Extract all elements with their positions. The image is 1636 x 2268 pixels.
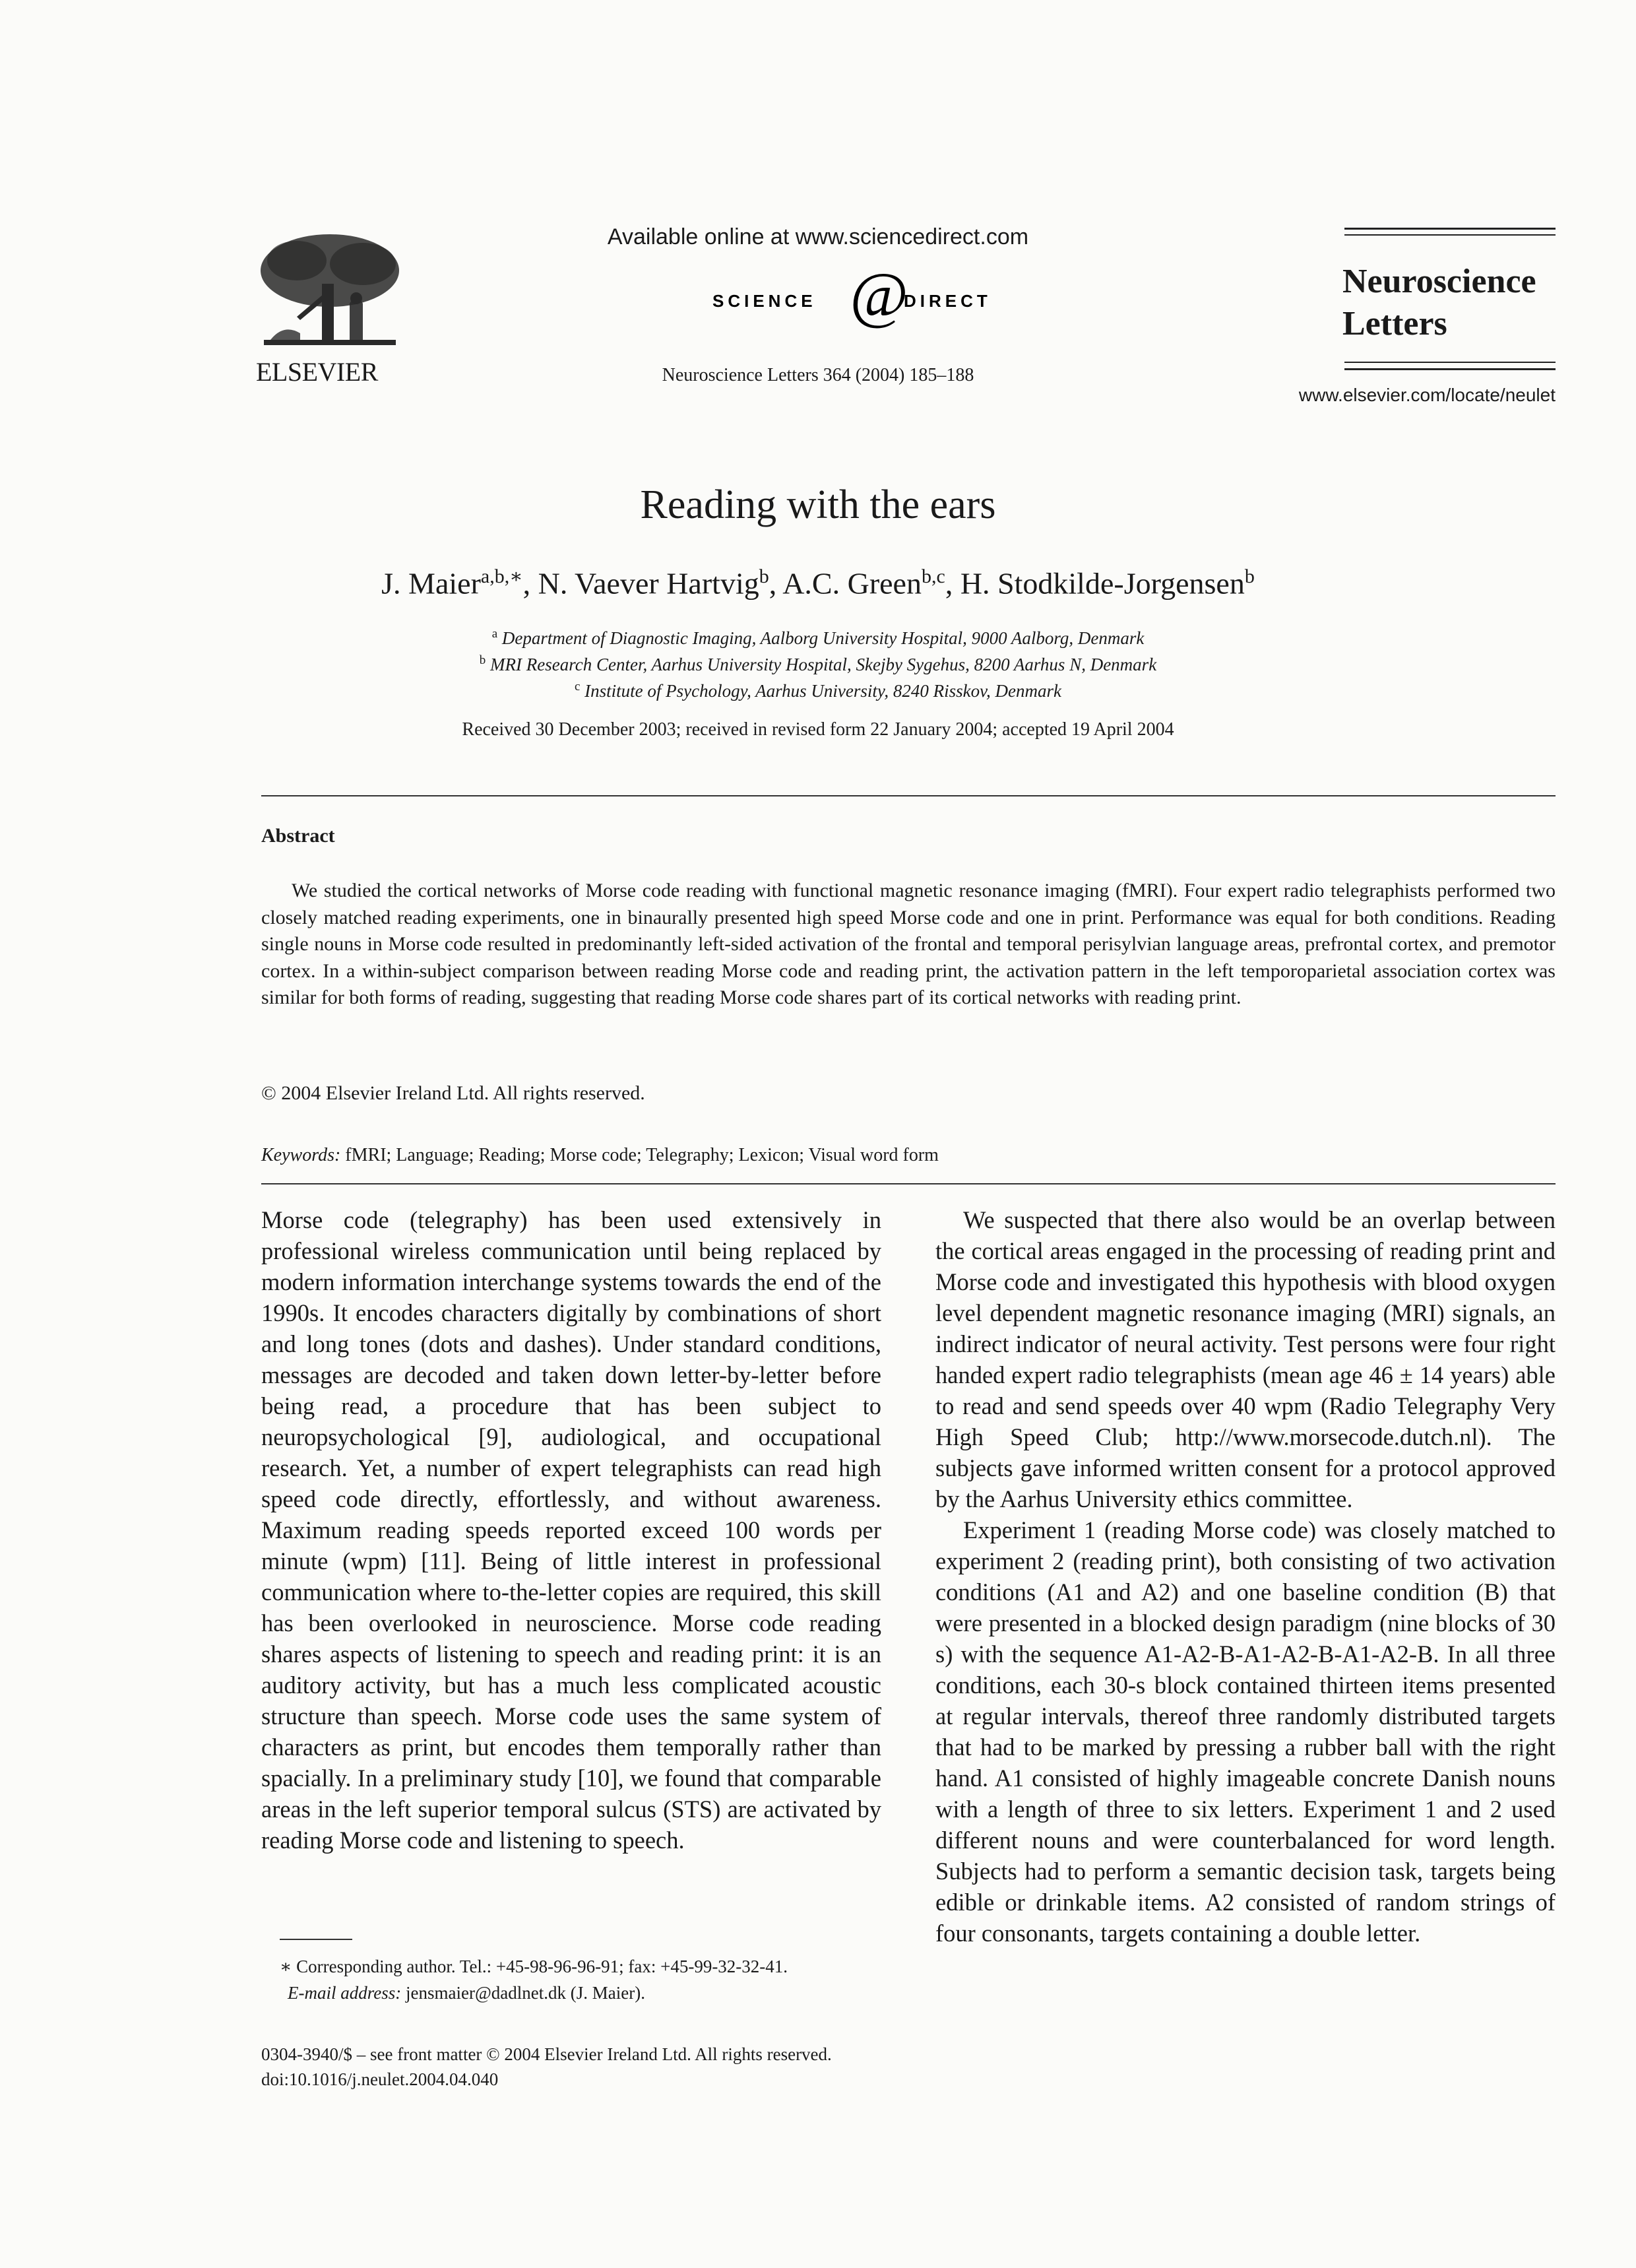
- author-affiliation-marks: b: [759, 566, 769, 587]
- journal-name-line1: Neuroscience: [1342, 263, 1536, 300]
- body-paragraph: Experiment 1 (reading Morse code) was closely matched to experiment 2 (reading print), both consisting of two activation conditions (A1 and A2) and one baseline condition (B) that were presented in a blocked design paradigm (nine blocks of 30 s) with the sequence A1-A2-B-A1-A2-B-A1-A2-B. In all three conditions, each 30-s block contained thirteen items presented at regular intervals, thereof three randomly distributed targets that had to be marked by pressing a rubber ball with the right hand. A1 consisted of highly imageable concrete Danish nouns with a length of three to six letters. Experiment 1 and 2 used different nouns and were counterbalanced for word length. Subjects had to perform a semantic decision task, targets being edible or drinkable items. A2 consisted of random strings of four consonants, targets containing a double letter.: [935, 1516, 1556, 1947]
- author-affiliation-marks: b: [1244, 566, 1255, 587]
- footnote-corresponding: ∗ Corresponding author. Tel.: +45-98-96-96-91; fax: +45-99-32-32-41.: [280, 1957, 788, 1976]
- body-column-left: [261, 1204, 881, 1856]
- affiliation-mark: a: [491, 627, 498, 641]
- author-affiliation-marks: b,c: [921, 566, 945, 587]
- author-name: J. Maier: [381, 566, 481, 600]
- journal-url[interactable]: www.elsevier.com/locate/neulet: [1298, 385, 1556, 405]
- abstract-heading: Abstract: [261, 825, 335, 847]
- affiliation: [0, 653, 1636, 675]
- affiliation-text: MRI Research Center, Aarhus University Hospital, Skejby Sygehus, 8200 Aarhus N, Denmark: [490, 655, 1157, 674]
- keywords-list: fMRI; Language; Reading; Morse code; Telegraphy; Lexicon; Visual word form: [345, 1145, 939, 1165]
- received-dates: Received 30 December 2003; received in revised form 22 January 2004; accepted 19 April 2004: [462, 719, 1174, 740]
- journal-name: [1342, 261, 1536, 345]
- author-name: A.C. Green: [782, 566, 922, 600]
- affiliation-text: Department of Diagnostic Imaging, Aalborg University Hospital, 9000 Aalborg, Denmark: [501, 628, 1145, 648]
- body-paragraph: We suspected that there also would be an overlap between the cortical areas engaged in the processing of reading print and Morse code and investigated this hypothesis with blood oxygen level dependent magnetic resonance imaging (MRI) signals, an indirect indicator of neural activity. Test persons were four right handed expert radio telegraphists (mean age 46 ± 14 years) able to read and send speeds over 40 wpm (Radio Telegraphy Very High Speed Club; http://www.morsecode.dutch.nl). The subjects gave informed written consent for a protocol approved by the Aarhus University ethics committee.: [935, 1206, 1556, 1512]
- body-column-right: [935, 1204, 1556, 1949]
- journal-top-rule-thin: [1344, 234, 1556, 236]
- divider: [261, 795, 1556, 796]
- affiliation: [0, 680, 1636, 701]
- email-label: E-mail address:: [288, 1983, 402, 2003]
- journal-bottom-rule: [1344, 368, 1556, 370]
- footnote-email: [288, 1983, 645, 2003]
- sd-logo-mark: @: [850, 261, 908, 330]
- abstract-copyright: © 2004 Elsevier Ireland Ltd. All rights reserved.: [261, 1082, 645, 1104]
- journal-bottom-rule-thin: [1344, 362, 1556, 363]
- affiliation-text: Institute of Psychology, Aarhus University, 8240 Risskov, Denmark: [584, 681, 1062, 701]
- affiliation: [0, 627, 1636, 649]
- available-online-line: Available online at www.sciencedirect.com: [607, 224, 1029, 249]
- sd-logo-left: SCIENCE: [712, 291, 817, 311]
- body-paragraph: Morse code (telegraphy) has been used extensively in professional wireless communication until being replaced by modern information interchange systems towards the end of the 1990s. It encodes characters digitally by combinations of short and long tones (dots and dashes). Under standard conditions, messages are decoded and taken down letter-by-letter before being read, a procedure that has been subject to neuropsychological [9], audiological, and occupational research. Yet, a number of expert telegraphists can read high speed code directly, effortlessly, and without awareness. Maximum reading speeds reported exceed 100 words per minute (wpm) [11]. Being of little interest in professional communication where to-the-letter copies are required, this skill has been overlooked in neuroscience. Morse code reading shares aspects of listening to speech and reading print: it is an auditory activity, but has a much less complicated acoustic structure than speech. Morse code uses the same system of characters as print, but encodes them temporally rather than spacially. In a preliminary study [10], we found that comparable areas in the left superior temporal sulcus (STS) are activated by reading Morse code and listening to speech.: [261, 1206, 881, 1854]
- article-title: Reading with the ears: [640, 482, 996, 527]
- author-affiliation-marks: a,b,∗: [480, 566, 523, 587]
- author-list: J. Maier$^{a,b,∗}$, N. Vaever Hartvig$^b$, A.C. Green$^{b,c}$, H. Stodkilde-Jorgensen$^b$: [381, 566, 1255, 600]
- affiliation-mark: c: [574, 680, 581, 694]
- journal-citation: Neuroscience Letters 364 (2004) 185–188: [662, 365, 974, 385]
- keywords-label: Keywords:: [261, 1145, 341, 1165]
- keywords: [261, 1145, 939, 1166]
- doi-line[interactable]: doi:10.1016/j.neulet.2004.04.040: [261, 2069, 499, 2089]
- author-name: H. Stodkilde-Jorgensen: [960, 566, 1245, 600]
- email-value[interactable]: jensmaier@dadlnet.dk (J. Maier).: [405, 1983, 645, 2003]
- journal-top-rule: [1344, 228, 1556, 230]
- issn-line: 0304-3940/$ – see front matter © 2004 Elsevier Ireland Ltd. All rights reserved.: [261, 2044, 832, 2064]
- affiliation-mark: b: [479, 653, 486, 667]
- sciencedirect-logo: [706, 261, 1036, 333]
- journal-name-line2: Letters: [1342, 305, 1447, 342]
- author-name: N. Vaever Hartvig: [538, 566, 759, 600]
- footnote-rule: [280, 1939, 352, 1940]
- sd-logo-right: DIRECT: [904, 291, 991, 311]
- abstract-text: We studied the cortical networks of Morse code reading with functional magnetic resonance imaging (fMRI). Four expert radio telegraphists performed two closely matched reading experiments, one in binaurally presented high speed Morse code and one in print. Performance was equal for both conditions. Reading single nouns in Morse code resulted in predominantly left-sided activation of the frontal and temporal perisylvian language areas, prefrontal cortex, and premotor cortex. In a within-subject comparison between reading Morse code and reading print, the activation pattern in the left temporoparietal association cortex was similar for both forms of reading, suggesting that reading Morse code shares part of its cortical networks with reading print.: [261, 880, 1556, 1008]
- divider: [261, 1183, 1556, 1184]
- publisher-name: ELSEVIER: [256, 357, 378, 387]
